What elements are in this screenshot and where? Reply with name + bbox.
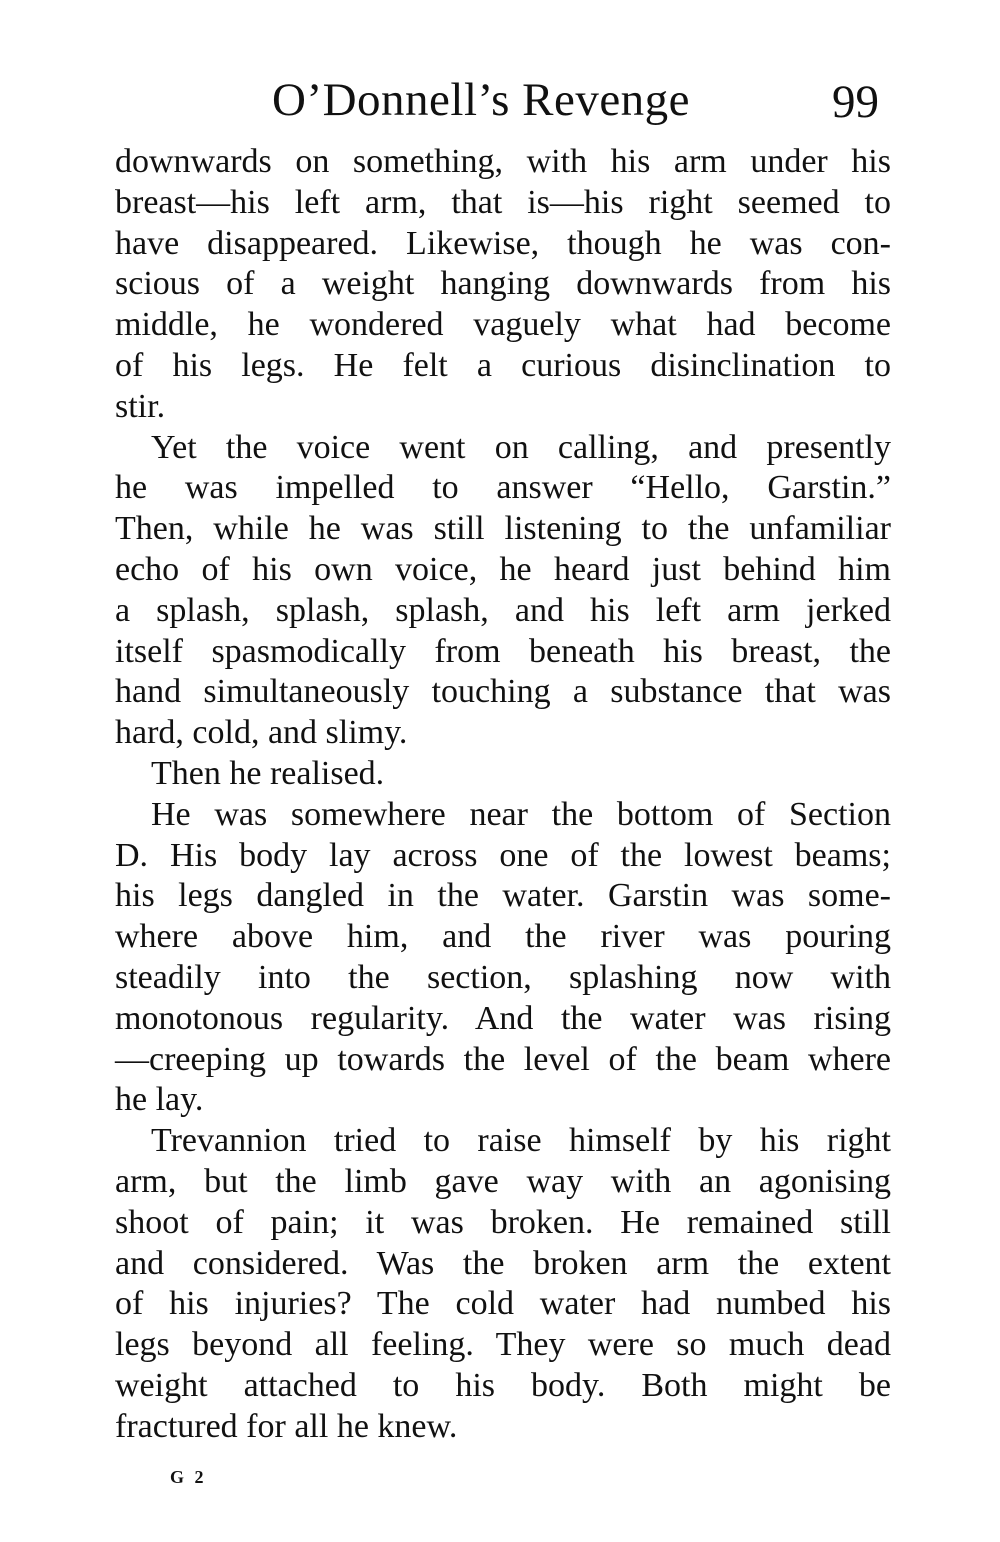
text-line: Then, while he was still listening to the unfamiliar [115, 510, 891, 548]
text-line: steadily into the section, splashing now with [115, 958, 891, 996]
text-line: itself spasmodically from beneath his breast, the [115, 632, 891, 670]
text-line: hard, cold, and slimy. [115, 714, 408, 752]
text-line: D. His body lay across one of the lowest beams; [115, 836, 891, 874]
text-line: have disappeared. Likewise, though he was con- [115, 224, 891, 262]
running-head [0, 70, 1000, 130]
text-line: of his legs. He felt a curious disinclination to [115, 346, 891, 384]
paragraph [115, 1121, 891, 1447]
text-line: middle, he wondered vaguely what had become [115, 306, 891, 344]
text-line: —creeping up towards the level of the beam where [115, 1040, 891, 1078]
text-line: and considered. Was the broken arm the extent [115, 1244, 891, 1282]
text-line: shoot of pain; it was broken. He remained still [115, 1203, 891, 1241]
text-line: legs beyond all feeling. They were so much dead [115, 1326, 891, 1364]
text-line: where above him, and the river was pouring [115, 918, 891, 956]
text-line: a splash, splash, splash, and his left arm jerked [115, 591, 891, 629]
text-line: he lay. [115, 1081, 204, 1119]
running-title: O’Donnell’s Revenge [272, 74, 691, 126]
text-line: echo of his own voice, he heard just behind him [115, 550, 891, 588]
paragraph [115, 428, 891, 754]
text-line: his legs dangled in the water. Garstin was some- [115, 877, 891, 915]
text-line: scious of a weight hanging downwards from his [115, 265, 891, 303]
text-line: weight attached to his body. Both might be [115, 1366, 891, 1404]
page-number: 99 [832, 76, 879, 128]
text-line: Trevannion tried to raise himself by his right [151, 1122, 891, 1160]
text-line: stir. [115, 387, 166, 425]
text-line: He was somewhere near the bottom of Section [151, 795, 891, 833]
text-line: fractured for all he knew. [115, 1407, 458, 1445]
paragraph [115, 795, 891, 1121]
text-line: hand simultaneously touching a substance that was [115, 673, 891, 711]
text-line: he was impelled to answer “Hello, Garstin.” [115, 469, 891, 507]
text-line: arm, but the limb gave way with an agonising [115, 1162, 891, 1200]
text-line: monotonous regularity. And the water was rising [115, 999, 891, 1037]
text-line: Yet the voice went on calling, and presently [151, 428, 891, 466]
text-line: of his injuries? The cold water had numbed his [115, 1285, 891, 1323]
paragraph [115, 754, 891, 795]
text-line: Then he realised. [151, 754, 385, 792]
body-text [115, 142, 891, 1448]
text-line: breast—his left arm, that is—his right seemed to [115, 183, 891, 221]
signature-mark: G 2 [170, 1467, 207, 1487]
text-line: downwards on something, with his arm under his [115, 143, 891, 180]
paragraph [115, 142, 891, 428]
